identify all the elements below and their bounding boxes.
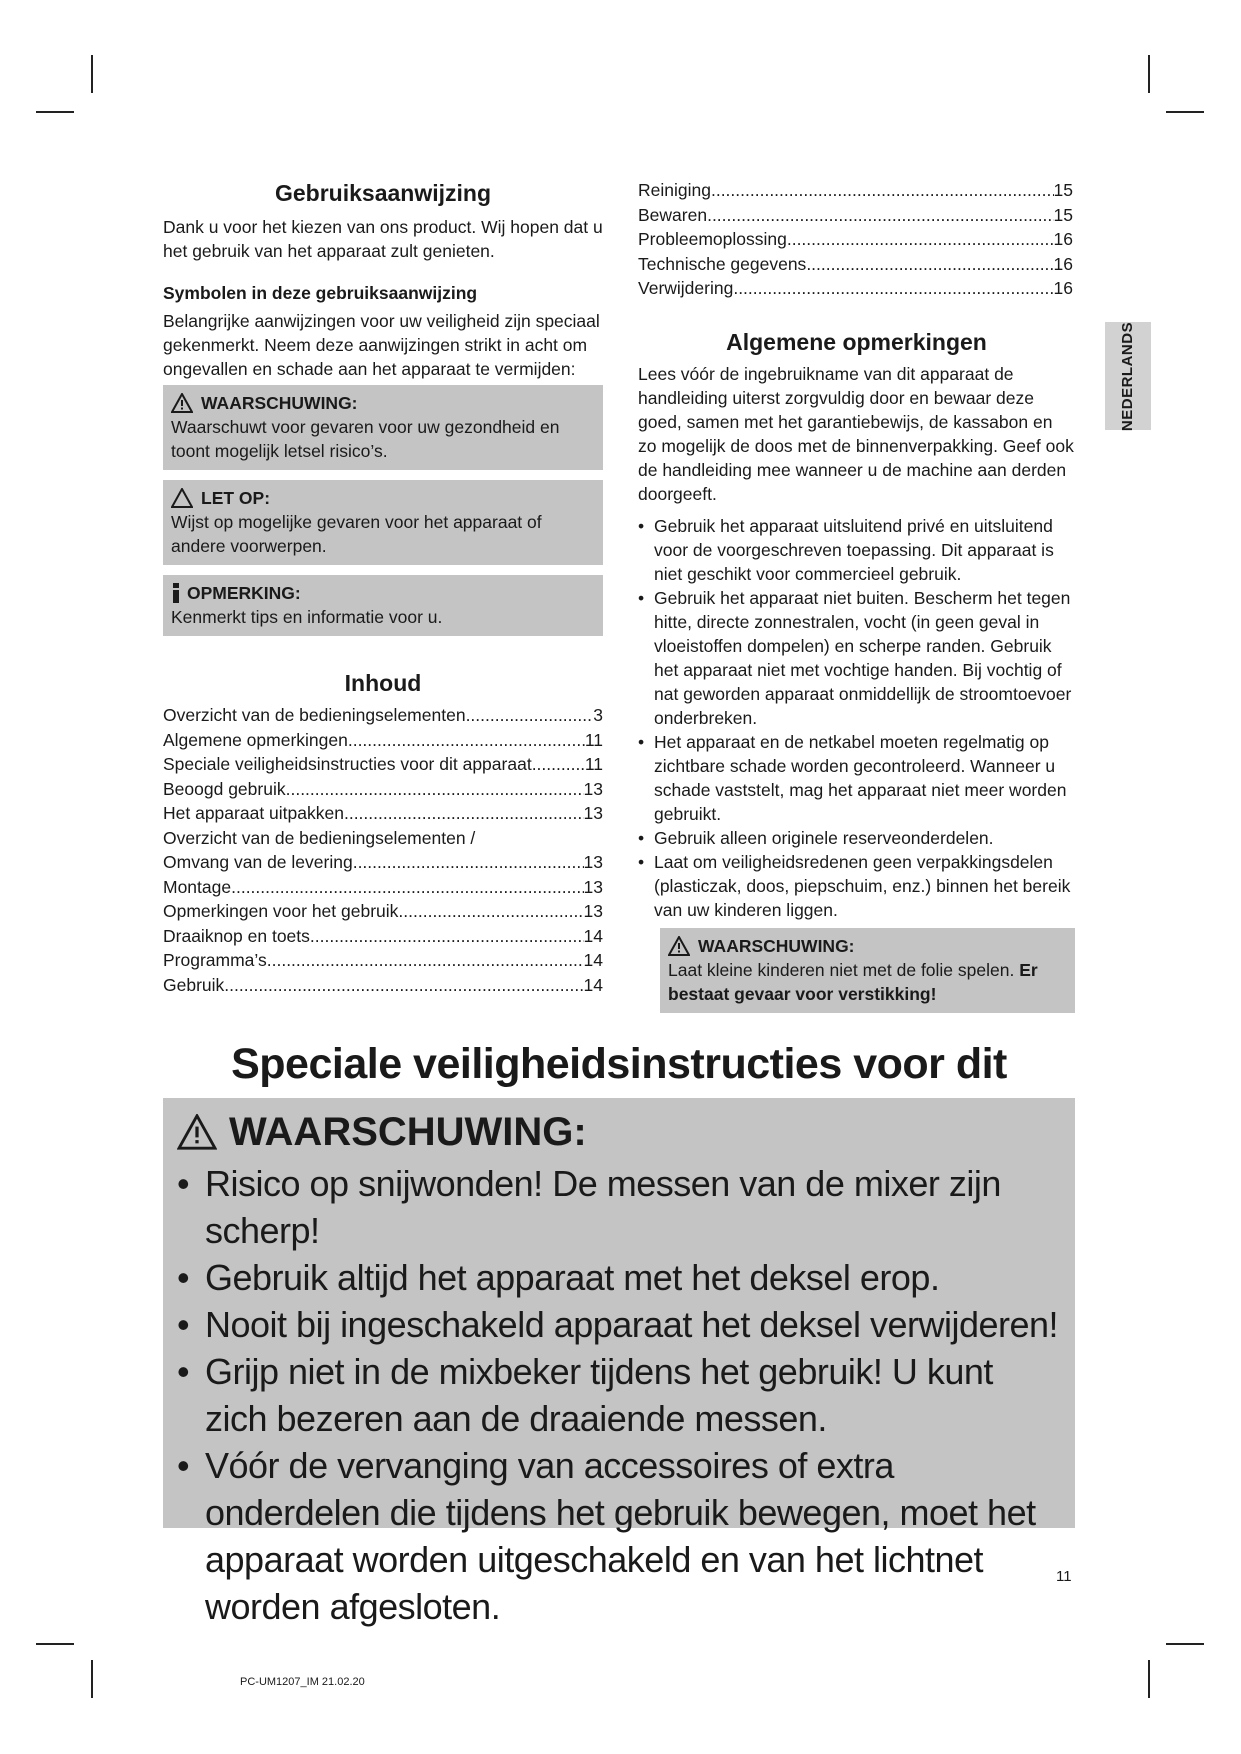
note-box	[163, 575, 603, 636]
toc-entry: Programma’s ..... 14	[163, 948, 603, 973]
info-icon	[171, 583, 181, 603]
crop-mark	[36, 111, 74, 113]
warning-title: WAARSCHUWING:	[698, 935, 855, 956]
warning-triangle-icon	[668, 936, 690, 956]
general-remarks-text: Lees vóór de ingebruikname van dit apparaat de handleiding uiterst zorgvuldig door en bewaar deze goed, samen met het garantiebewijs, de kassabon en zo mogelijk de doos met de binnenverpakking. Geef ook de handleiding mee wanneer u de machine aan derden doorgeeft.	[638, 363, 1074, 504]
toc-entry: Verwijdering ..... 16	[638, 276, 1073, 301]
toc-entry: Montage ..... 13	[163, 875, 603, 900]
crop-mark	[1166, 111, 1204, 113]
warning-text: Laat kleine kinderen niet met de folie spelen. Er bestaat gevaar voor verstikking!	[668, 959, 1038, 1004]
language-tab	[1105, 322, 1151, 430]
safety-title: Speciale veiligheidsinstructies voor dit	[231, 1040, 1007, 1088]
toc-entry: Draaiknop en toets ..... 14	[163, 924, 603, 949]
toc-entry: Overzicht van de bedieningselementen ..... 3	[163, 703, 603, 728]
symbols-heading: Symbolen in deze gebruiksaanwijzing	[163, 283, 478, 303]
manual-title: Gebruiksaanwijzing	[275, 180, 491, 206]
toc-entry: Opmerkingen voor het gebruik ..... 13	[163, 899, 603, 924]
general-remarks-heading: Algemene opmerkingen	[726, 328, 987, 355]
toc-entry: Bewaren ..... 15	[638, 203, 1073, 228]
list-item: • Het apparaat en de netkabel moeten regelmatig op zichtbare schade worden gecontroleerd. Wanneer u schade vaststelt, mag het apparaat niet meer worden gebruikt.	[638, 730, 1075, 826]
toc-entry: Beoogd gebruik ..... 13	[163, 777, 603, 802]
crop-mark	[1166, 1643, 1204, 1645]
crop-mark	[36, 1643, 74, 1645]
list-item: • Gebruik altijd het apparaat met het deksel erop.	[177, 1254, 1061, 1301]
safety-list	[177, 1160, 1061, 1630]
crop-mark	[1148, 55, 1150, 93]
list-item: • Nooit bij ingeschakeld apparaat het deksel verwijderen!	[177, 1301, 1061, 1348]
warning-title: WAARSCHUWING:	[201, 393, 358, 413]
document-code: PC-UM1207_IM 21.02.20	[240, 1676, 365, 1688]
general-remarks-list	[638, 514, 1075, 922]
list-item: • Risico op snijwonden! De messen van de mixer zijn scherp!	[177, 1160, 1061, 1254]
caution-text: Wijst op mogelijke gevaren voor het apparaat of andere voorwerpen.	[171, 512, 542, 556]
toc-entry: Het apparaat uitpakken ..... 13	[163, 801, 603, 826]
toc-entry: Overzicht van de bedieningselementen /	[163, 827, 476, 848]
note-text: Kenmerkt tips en informatie voor u.	[171, 607, 443, 627]
warning-triangle-icon	[177, 1114, 217, 1150]
page-number: 11	[1056, 1568, 1072, 1585]
list-item: • Vóór de vervanging van accessoires of extra onderdelen die tijdens het gebruik bewegen, moet het apparaat worden uitgeschakeld en van het lichtnet worden afgesloten.	[177, 1442, 1061, 1630]
toc-entry: Speciale veiligheidsinstructies voor dit apparaat ..... 11	[163, 752, 603, 777]
caution-triangle-icon	[171, 488, 193, 508]
crop-mark	[1148, 1660, 1150, 1698]
toc-entry: Algemene opmerkingen ..... 11	[163, 728, 603, 753]
warning-box	[163, 385, 603, 470]
left-column	[163, 180, 603, 997]
safety-warning-title: WAARSCHUWING:	[229, 1110, 587, 1154]
toc-heading: Inhoud	[344, 670, 422, 696]
toc-list	[163, 703, 603, 997]
intro-text: Dank u voor het kiezen van ons product. Wij hopen dat u het gebruik van het apparaat zult genieten.	[163, 217, 603, 261]
list-item: • Grijp niet in de mixbeker tijdens het gebruik! U kunt zich bezeren aan de draaiende messen.	[177, 1348, 1061, 1442]
toc-entry: Probleemoplossing ..... 16	[638, 227, 1073, 252]
caution-box	[163, 480, 603, 565]
list-item: • Gebruik alleen originele reserveonderdelen.	[638, 826, 1075, 850]
right-column	[638, 178, 1075, 1013]
symbols-text: Belangrijke aanwijzingen voor uw veiligheid zijn speciaal gekenmerkt. Neem deze aanwijzingen strikt in acht om ongevallen en schade aan het apparaat te vermijden:	[163, 311, 600, 379]
toc-entry: Omvang van de levering ..... 13	[163, 850, 603, 875]
list-item: • Laat om veiligheidsredenen geen verpakkingsdelen (plasticzak, doos, piepschuim, enz.) binnen het bereik van uw kinderen liggen.	[638, 850, 1075, 922]
toc-entry: Technische gegevens ..... 16	[638, 252, 1073, 277]
toc-entry: Reiniging ..... 15	[638, 178, 1073, 203]
crop-mark	[91, 55, 93, 93]
toc-list-continued	[638, 178, 1073, 301]
list-item: • Gebruik het apparaat uitsluitend privé en uitsluitend voor de voorgeschreven toepassing. Dit apparaat is niet geschikt voor commercieel gebruik.	[638, 514, 1075, 586]
language-label: NEDERLANDS	[1119, 321, 1137, 431]
caution-title: LET OP:	[201, 488, 271, 508]
toc-entry: Gebruik ..... 14	[163, 973, 603, 998]
warning-text: Waarschuwt voor gevaren voor uw gezondheid en toont mogelijk letsel risico’s.	[171, 417, 560, 461]
crop-mark	[91, 1660, 93, 1698]
warning-triangle-icon	[171, 393, 193, 413]
warning-box-foil	[660, 928, 1075, 1013]
note-title: OPMERKING:	[187, 583, 301, 603]
list-item: • Gebruik het apparaat niet buiten. Bescherm het tegen hitte, directe zonnestralen, vocht (in geen geval in vloeistoffen dompelen) en scherpe randen. Gebruik het apparaat niet met vochtige handen. Bij vochtig of nat geworden apparaat onmiddellijk de stroomtoevoer onderbreken.	[638, 586, 1075, 730]
warning-emphasis: Er bestaat gevaar voor verstikking!	[668, 959, 1038, 1004]
